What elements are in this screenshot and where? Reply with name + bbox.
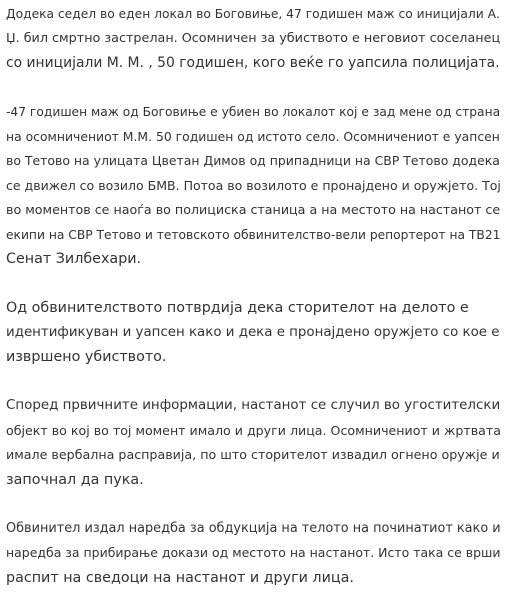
text-line: Сенат Зилбехари. [6,251,142,267]
text-line: -47 годишен маж од Боговиње е убиен во локалот кој е зад мене од страна [6,105,501,119]
text-line: во Тетово на улицата Цветан Димов од припадници на СВР Тетово додека [6,153,500,168]
text-line: Од обвинителството потврдија дека сторителот на делото е [6,300,469,316]
text-line: екипи на СВР Тетово и тетовското обвинителство-вели репортерот на ТВ21 [6,227,501,242]
text-line: започнал да пука. [6,471,144,488]
text-line: Обвинител издал наредба за обдукција на телото на починатиот како и [6,520,501,536]
paragraph-3 [6,296,503,370]
paragraph-2 [6,100,503,272]
text-line: објект во кој во тој момент имало и други лица. Осомничениот и жртвата [6,422,501,438]
paragraph-1 [6,2,503,76]
text-line: на осомничениот М.М. 50 годишен од истото село. Осомничениот е уапсен [6,129,500,144]
text-line: распит на сведоци на настанот и други лица. [6,569,354,586]
text-line: Џ. бил смртно застрелан. Осомничен за убиството е неговиот соселанец [6,30,501,46]
text-line: имале вербална расправија, по што сторителот извадил огнено оружје и [6,447,500,462]
text-line: извршено убиството. [6,349,167,365]
text-line: наредба за прибирање докази од местото на настанот. Исто така се врши [6,545,501,560]
text-line: Според првичните информации, настанот се случил во угостителски [6,398,501,413]
text-line: со иницијали М. М. , 50 годишен, кого веќе го уапсила полицијата. [6,55,500,71]
paragraph-5 [6,517,503,591]
text-line: во моментов се наоѓа во полициска станица а на местото на настанот се [6,202,501,217]
text-line: идентификуван и уапсен како и дека е пронајдено оружјето со кое е [6,324,500,340]
text-line: се движел со возило БМВ. Потоа во возилото е пронајдено и оружјето. Тој [6,177,501,193]
text-line: Додека седел во еден локал во Боговиње, 47 годишен маж со иницијали А. [6,7,500,21]
article-body [6,2,503,615]
paragraph-4 [6,394,503,492]
